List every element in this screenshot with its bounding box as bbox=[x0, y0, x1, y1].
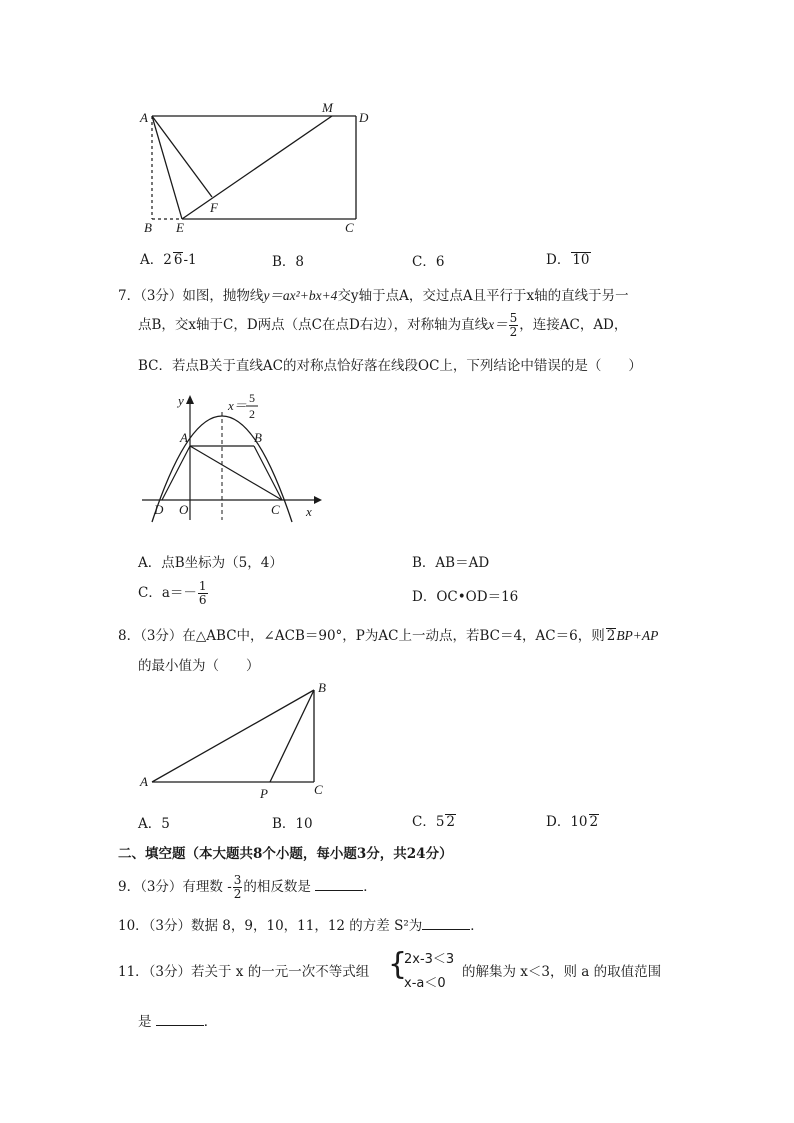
q6-option-b: B．8 bbox=[272, 254, 305, 270]
q6-option-c: C．6 bbox=[412, 254, 445, 270]
q6-label-F: F bbox=[210, 200, 218, 215]
q8-option-c: C．5 2 bbox=[412, 814, 456, 830]
q7-line2: 点B，交x轴于C，D两点（点C在点D右边），对称轴为直线x＝ $\frac{5}{2}$ ，连接AC，AD， bbox=[138, 311, 628, 339]
q7-y-axis-arrow bbox=[186, 395, 194, 404]
q8-figure bbox=[138, 678, 338, 802]
q8-line-AB bbox=[152, 690, 314, 782]
q7-option-d: D．OC•OD＝16 bbox=[412, 589, 519, 605]
q7-label-C: C bbox=[271, 502, 280, 517]
q8-line1: 8．（3分）在△ABC中，∠ACB＝90°，P为AC上一动点，若BC＝4，AC＝6，则 2BP+AP bbox=[118, 628, 659, 644]
q11-line2: 是 ． bbox=[138, 1014, 218, 1030]
q8-line2: 的最小值为（ ） bbox=[138, 658, 260, 674]
q10-answer-blank[interactable] bbox=[422, 917, 470, 930]
q9-answer-blank[interactable] bbox=[315, 878, 363, 891]
q6-option-d: D． 10 bbox=[546, 252, 590, 268]
q7-label-x: x bbox=[306, 504, 312, 519]
q8-label-P: P bbox=[260, 786, 268, 801]
q8-label-B: B bbox=[318, 680, 326, 695]
q11-system-brace: { bbox=[388, 947, 408, 982]
q7-line-AD bbox=[162, 446, 190, 500]
q8-option-d: D．10 2 bbox=[546, 814, 599, 830]
q7-option-b: B．AB＝AD bbox=[412, 555, 490, 571]
q6-label-C: C bbox=[345, 220, 354, 235]
q7-option-a: A．点B坐标为（5，4） bbox=[138, 555, 283, 571]
q7-x-axis-arrow bbox=[314, 496, 322, 504]
q7-line1: 7．（3分）如图，抛物线y＝ax²+bx+4交y轴于点A，交过点A且平行于x轴的直线于另一 bbox=[118, 288, 629, 304]
q8-label-C: C bbox=[314, 782, 323, 797]
q7-option-c: C．a＝－ $\frac{1}{6}$ bbox=[138, 579, 207, 607]
q6-label-D: D bbox=[359, 110, 369, 125]
q7-label-y: y bbox=[178, 393, 184, 408]
q7-label-D: D bbox=[154, 502, 164, 517]
q6-label-B: B bbox=[144, 220, 152, 235]
q6-line-AE bbox=[152, 116, 182, 219]
q8-option-a: A．5 bbox=[138, 816, 170, 832]
q6-label-M: M bbox=[322, 100, 333, 115]
q7-label-axis-num: 5 bbox=[249, 391, 255, 405]
q11-line1: 11．（3分）若关于 x 的一元一次不等式组 bbox=[118, 964, 370, 980]
q7-line3: BC．若点B关于直线AC的对称点恰好落在线段OC上，下列结论中错误的是（ ） bbox=[138, 358, 642, 374]
q6-label-E: E bbox=[176, 220, 184, 235]
q6-line-AF bbox=[152, 116, 212, 197]
q7-label-axis: x＝ bbox=[228, 398, 247, 413]
q8-option-b: B．10 bbox=[272, 816, 313, 832]
q9: 9．（3分）有理数 - $\frac{3}{2}$ 的相反数是 ． bbox=[118, 873, 377, 901]
q6-option-a: A．2 6-1 bbox=[140, 252, 197, 268]
q7-label-B: B bbox=[254, 430, 262, 445]
q6-label-A: A bbox=[140, 110, 148, 125]
q8-line-BP bbox=[270, 690, 314, 782]
q7-label-axis-den: 2 bbox=[249, 407, 255, 421]
q7-label-A: A bbox=[180, 430, 188, 445]
section-heading: 二、填空题（本大题共8个小题，每小题3分，共24分） bbox=[118, 846, 453, 862]
q10: 10．（3分）数据 8，9，10，11，12 的方差 S²为 ． bbox=[118, 918, 484, 934]
q7-figure bbox=[138, 390, 328, 525]
q11-inequality-1: 2x-3＜3 bbox=[404, 952, 455, 967]
q11-inequality-2: x-a＜0 bbox=[404, 976, 446, 991]
q8-label-A: A bbox=[140, 774, 148, 789]
q6-figure bbox=[130, 100, 380, 240]
q11-answer-blank[interactable] bbox=[156, 1013, 204, 1026]
q7-label-O: O bbox=[179, 502, 189, 517]
q11-line1-post: 的解集为 x＜3，则 a 的取值范围 bbox=[462, 964, 662, 980]
q6-line-EM bbox=[182, 116, 332, 219]
